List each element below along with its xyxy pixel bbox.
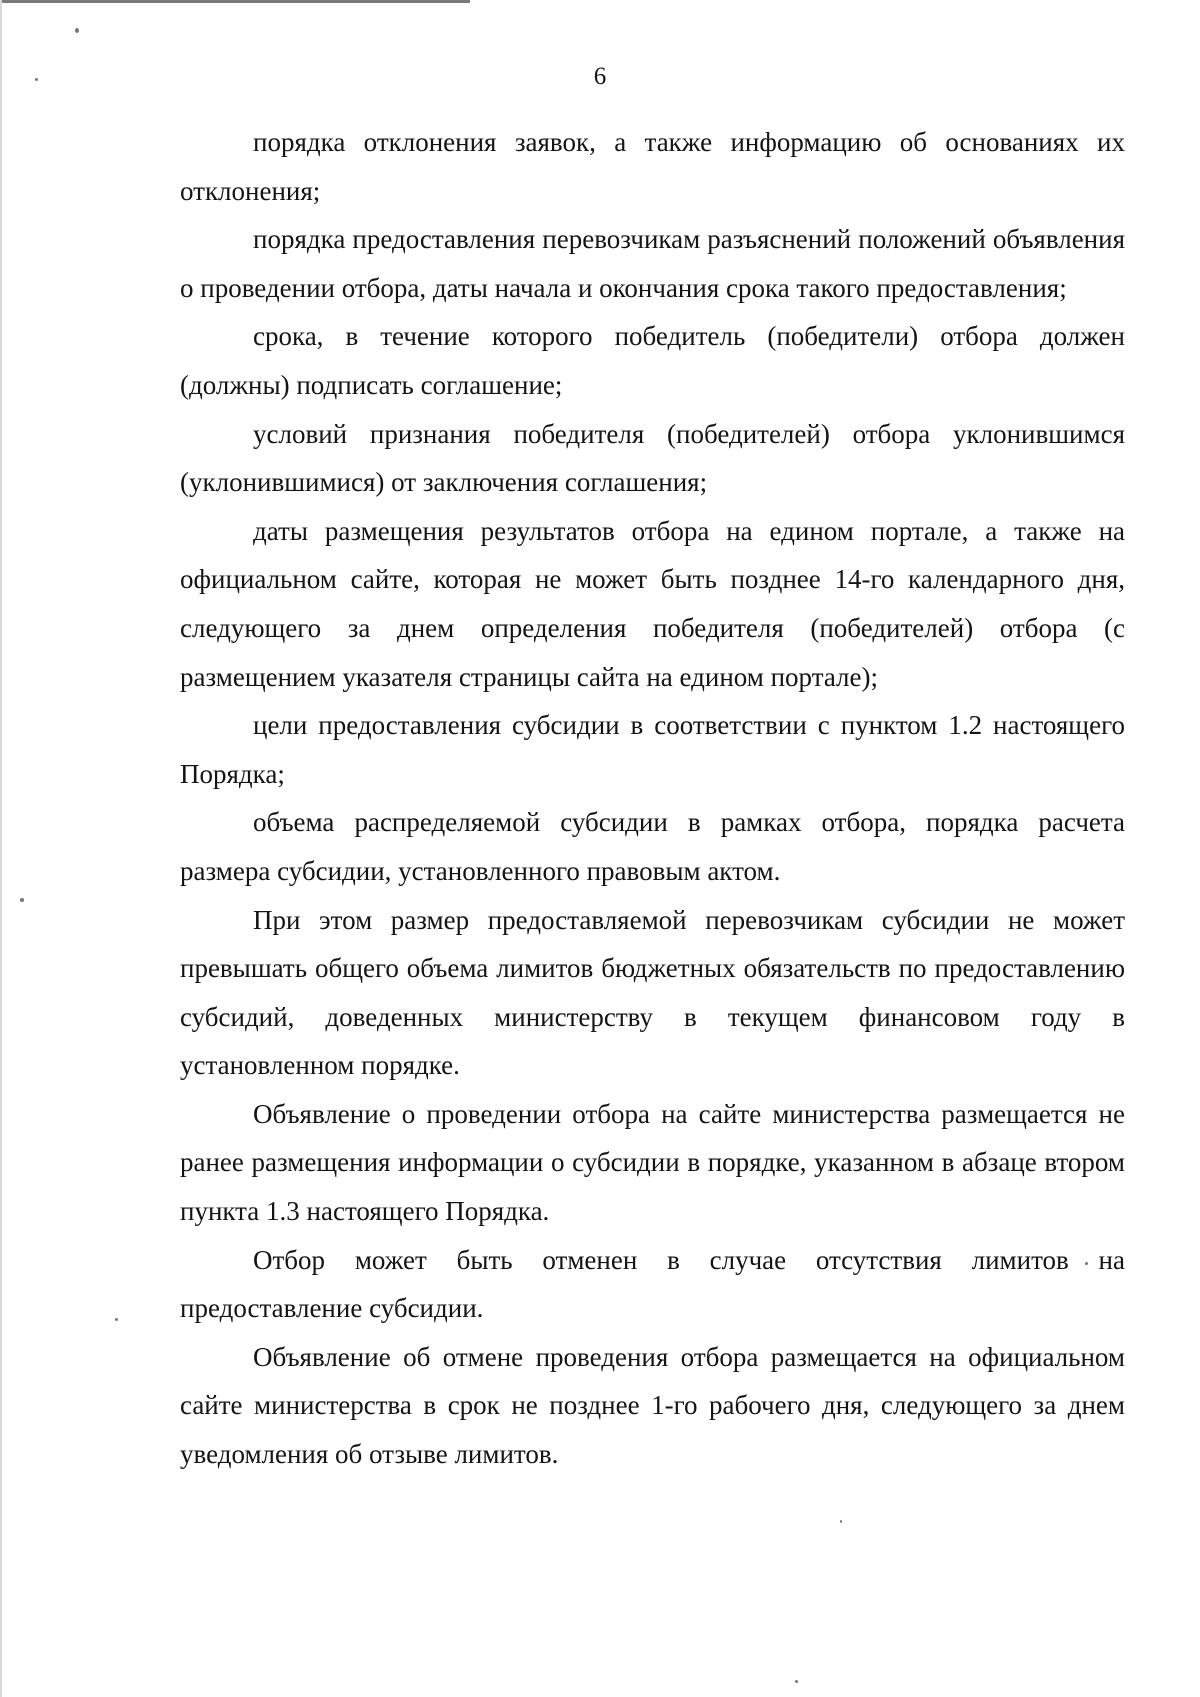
paragraph: объема распределяемой субсидии в рамках отбора, порядка расчета размера субсидии, установленного правовым актом. xyxy=(180,807,1125,886)
paragraph: порядка отклонения заявок, а также информацию об основаниях их отклонения; xyxy=(180,127,1125,206)
paragraph: порядка предоставления перевозчикам разъяснений положений объявления о проведении отбора, даты начала и окончания срока такого предоставления; xyxy=(180,224,1125,303)
paragraph: Объявление о проведении отбора на сайте министерства размещается не ранее размещения информации о субсидии в порядке, указанном в абзаце втором пункта 1.3 настоящего Порядка. xyxy=(180,1098,1125,1227)
scan-speck xyxy=(20,898,24,902)
paragraph: При этом размер предоставляемой перевозчикам субсидии не может превышать общего объема лимитов бюджетных обязательств по предоставлению субсидий, доведенных министерству в текущем финансовом году в установленном порядке. xyxy=(180,904,1125,1081)
scan-speck xyxy=(115,1318,118,1321)
scan-edge-left xyxy=(0,0,2,1697)
paragraph: Отбор может быть отменен в случае отсутствия лимитов на предоставление субсидии. xyxy=(180,1244,1125,1324)
document-body xyxy=(180,118,1125,1479)
scan-speck xyxy=(840,1520,842,1523)
scan-speck xyxy=(75,28,79,33)
paragraph: срока, в течение которого победитель (победители) отбора должен (должны) подписать соглашение; xyxy=(180,321,1125,400)
page-number: 6 xyxy=(593,63,607,90)
paragraph: условий признания победителя (победителей) отбора уклонившимся (уклонившимися) от заключения соглашения; xyxy=(180,418,1125,498)
paragraph: даты размещения результатов отбора на едином портале, а также на официальном сайте, которая не может быть позднее 14-го календарного дня, следующего за днем определения победителя (победителей) отбора (с размещением указателя страницы сайта на едином портале); xyxy=(180,515,1125,692)
paragraph: Объявление об отмене проведения отбора размещается на официальном сайте министерства в срок не позднее 1-го рабочего дня, следующего за днем уведомления об отзыве лимитов. xyxy=(180,1341,1125,1470)
scan-edge-top xyxy=(0,0,470,3)
paragraph: цели предоставления субсидии в соответствии с пунктом 1.2 настоящего Порядка; xyxy=(180,710,1125,789)
scan-speck xyxy=(795,1680,798,1683)
